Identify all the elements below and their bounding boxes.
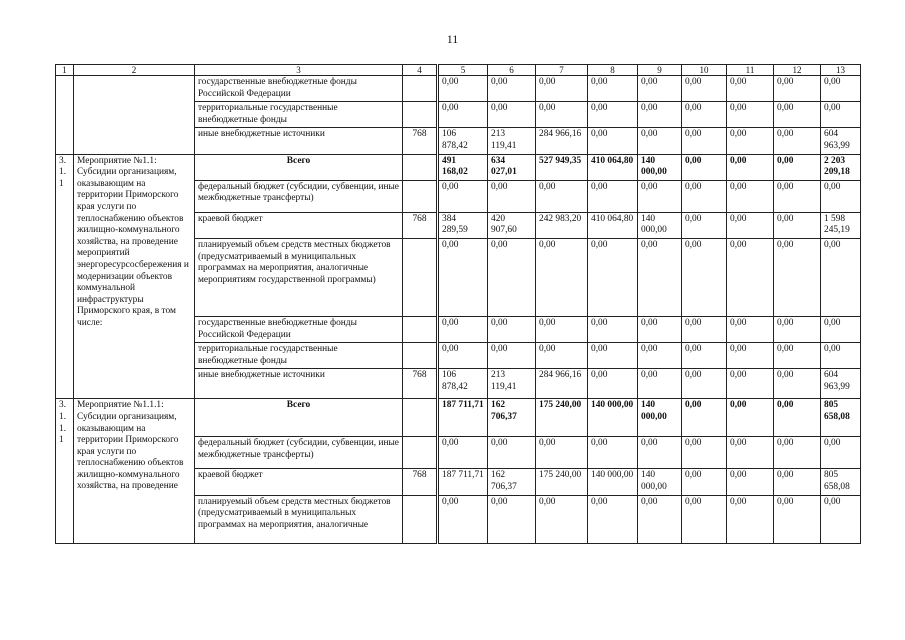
value-cell: 0,00 [588,76,638,102]
code-cell [403,238,438,316]
value-cell: 0,00 [774,469,821,495]
value-cell: 0,00 [774,495,821,543]
page-number: 11 [446,32,459,46]
value-cell: 0,00 [774,343,821,369]
header-row [56,65,861,76]
value-cell: 175 240,00 [536,469,588,495]
value-cell: 0,00 [682,212,727,238]
value-cell: 0,00 [588,238,638,316]
value-cell: 805 658,08 [821,399,861,437]
value-cell: 140 000,00 [638,212,682,238]
funding-source-cell: территориальные государственные внебюджетные фонды [195,102,403,128]
value-cell: 0,00 [638,76,682,102]
value-cell: 0,00 [588,437,638,469]
value-cell: 1 598 245,19 [821,212,861,238]
value-cell: 0,00 [727,316,774,342]
value-cell: 213 119,41 [488,128,536,154]
value-cell: 213 119,41 [488,369,536,399]
value-cell: 0,00 [682,128,727,154]
value-cell: 175 240,00 [536,399,588,437]
value-cell: 0,00 [682,238,727,316]
value-cell: 0,00 [682,469,727,495]
value-cell: 0,00 [727,102,774,128]
value-cell: 284 966,16 [536,128,588,154]
value-cell: 140 000,00 [588,399,638,437]
code-cell [403,399,438,437]
value-cell: 0,00 [727,154,774,180]
value-cell: 0,00 [536,495,588,543]
value-cell: 410 064,80 [588,154,638,180]
value-cell: 0,00 [774,102,821,128]
value-cell: 0,00 [774,369,821,399]
value-cell: 0,00 [727,343,774,369]
value-cell: 0,00 [638,343,682,369]
value-cell: 384 289,59 [438,212,488,238]
value-cell: 140 000,00 [638,469,682,495]
value-cell: 0,00 [438,102,488,128]
code-cell [403,495,438,543]
row-name-cell: Мероприятие №1.1: Субсидии организациям, оказывающим на территории Приморского края услуги по теплоснабжению объектов жилищно-коммунального хозяйства, на проведение мероприятий энергоресурсосбережения и модернизации объектов коммунальной инфраструктуры Приморского края, в том числе: [74,154,195,399]
value-cell: 106 878,42 [438,128,488,154]
value-cell: 0,00 [821,495,861,543]
value-cell: 0,00 [727,469,774,495]
funding-source-cell: Всего [195,154,403,180]
value-cell: 0,00 [488,437,536,469]
value-cell: 0,00 [536,437,588,469]
value-cell: 0,00 [638,437,682,469]
value-cell: 0,00 [821,180,861,212]
value-cell: 0,00 [774,212,821,238]
code-cell: 768 [403,369,438,399]
value-cell: 0,00 [588,343,638,369]
value-cell: 0,00 [727,212,774,238]
value-cell: 0,00 [588,180,638,212]
value-cell: 0,00 [638,238,682,316]
header-cell: 4 [403,65,438,76]
value-cell: 0,00 [536,102,588,128]
row-code-cell: 3.1.1 [56,154,74,399]
value-cell: 0,00 [488,495,536,543]
value-cell: 0,00 [727,399,774,437]
header-cell: 12 [774,65,821,76]
value-cell: 0,00 [727,180,774,212]
value-cell: 0,00 [438,76,488,102]
row-code-cell [56,76,74,155]
value-cell: 140 000,00 [588,469,638,495]
value-cell: 604 963,99 [821,128,861,154]
value-cell: 162 706,37 [488,399,536,437]
value-cell: 0,00 [682,102,727,128]
row-name-cell [74,76,195,155]
header-cell: 8 [588,65,638,76]
code-cell: 768 [403,469,438,495]
value-cell: 187 711,71 [438,469,488,495]
value-cell: 0,00 [438,343,488,369]
funding-source-cell: планируемый объем средств местных бюджетов (предусматриваемый в муниципальных программах на мероприятия, аналогичные [195,495,403,543]
value-cell: 0,00 [488,102,536,128]
value-cell: 0,00 [774,399,821,437]
value-cell: 0,00 [438,316,488,342]
value-cell: 0,00 [774,316,821,342]
value-cell: 0,00 [488,180,536,212]
value-cell: 410 064,80 [588,212,638,238]
value-cell: 0,00 [588,102,638,128]
value-cell: 162 706,37 [488,469,536,495]
table-body [56,65,861,544]
funding-source-cell: Всего [195,399,403,437]
value-cell: 284 966,16 [536,369,588,399]
value-cell: 0,00 [488,343,536,369]
funding-source-cell: планируемый объем средств местных бюджетов (предусматриваемый в муниципальных программах на мероприятия, аналогичные мероприятиям государственной программы) [195,238,403,316]
value-cell: 0,00 [682,437,727,469]
value-cell: 420 907,60 [488,212,536,238]
header-cell: 7 [536,65,588,76]
value-cell: 0,00 [682,180,727,212]
value-cell: 0,00 [588,495,638,543]
funding-source-cell: территориальные государственные внебюджетные фонды [195,343,403,369]
value-cell: 0,00 [638,102,682,128]
header-cell: 9 [638,65,682,76]
header-cell: 5 [438,65,488,76]
value-cell: 0,00 [488,76,536,102]
row-name-cell: Мероприятие №1.1.1: Субсидии организациям, оказывающим на территории Приморского края услуги по теплоснабжению объектов жилищно-коммунального хозяйства, на проведение [74,399,195,543]
value-cell: 0,00 [438,437,488,469]
value-cell: 0,00 [727,76,774,102]
value-cell: 106 878,42 [438,369,488,399]
value-cell: 0,00 [727,369,774,399]
value-cell: 140 000,00 [638,154,682,180]
value-cell: 0,00 [588,128,638,154]
code-cell [403,154,438,180]
value-cell: 0,00 [638,316,682,342]
value-cell: 634 027,01 [488,154,536,180]
funding-source-cell: иные внебюджетные источники [195,128,403,154]
code-cell [403,102,438,128]
value-cell: 0,00 [682,76,727,102]
code-cell [403,343,438,369]
value-cell: 0,00 [682,343,727,369]
value-cell: 0,00 [588,369,638,399]
value-cell: 527 949,35 [536,154,588,180]
header-cell: 2 [74,65,195,76]
value-cell: 0,00 [638,495,682,543]
value-cell: 0,00 [536,238,588,316]
value-cell: 0,00 [727,495,774,543]
value-cell: 0,00 [638,180,682,212]
table-row [56,399,861,437]
value-cell: 0,00 [682,399,727,437]
value-cell: 0,00 [536,76,588,102]
value-cell: 0,00 [682,154,727,180]
value-cell: 0,00 [727,238,774,316]
value-cell: 604 963,99 [821,369,861,399]
value-cell: 0,00 [638,369,682,399]
header-cell: 13 [821,65,861,76]
value-cell: 0,00 [438,495,488,543]
value-cell: 0,00 [588,316,638,342]
value-cell: 0,00 [682,495,727,543]
funding-source-cell: федеральный бюджет (субсидии, субвенции, иные межбюджетные трансферты) [195,180,403,212]
funding-source-cell: государственные внебюджетные фонды Российской Федерации [195,76,403,102]
funding-source-cell: государственные внебюджетные фонды Российской Федерации [195,316,403,342]
value-cell: 0,00 [774,437,821,469]
budget-table [55,64,861,544]
value-cell: 0,00 [821,437,861,469]
value-cell: 140 000,00 [638,399,682,437]
funding-source-cell: краевой бюджет [195,212,403,238]
table-row [56,76,861,102]
value-cell: 0,00 [821,238,861,316]
value-cell: 0,00 [638,128,682,154]
value-cell: 0,00 [821,76,861,102]
funding-source-cell: иные внебюджетные источники [195,369,403,399]
code-cell: 768 [403,212,438,238]
value-cell: 805 658,08 [821,469,861,495]
funding-source-cell: краевой бюджет [195,469,403,495]
value-cell: 0,00 [536,180,588,212]
value-cell: 0,00 [438,238,488,316]
value-cell: 0,00 [774,76,821,102]
value-cell: 0,00 [774,180,821,212]
code-cell [403,180,438,212]
value-cell: 0,00 [682,369,727,399]
header-cell: 1 [56,65,74,76]
value-cell: 0,00 [821,102,861,128]
header-cell: 11 [727,65,774,76]
value-cell: 0,00 [774,154,821,180]
value-cell: 0,00 [682,316,727,342]
value-cell: 242 983,20 [536,212,588,238]
value-cell: 0,00 [488,316,536,342]
value-cell: 0,00 [774,238,821,316]
code-cell [403,316,438,342]
value-cell: 187 711,71 [438,399,488,437]
value-cell: 0,00 [727,437,774,469]
code-cell [403,76,438,102]
header-cell: 6 [488,65,536,76]
code-cell: 768 [403,128,438,154]
header-cell: 10 [682,65,727,76]
value-cell: 491 168,02 [438,154,488,180]
value-cell: 0,00 [488,238,536,316]
value-cell: 0,00 [536,316,588,342]
value-cell: 0,00 [727,128,774,154]
value-cell: 0,00 [774,128,821,154]
funding-source-cell: федеральный бюджет (субсидии, субвенции, иные межбюджетные трансферты) [195,437,403,469]
row-code-cell: 3.1.1.1 [56,399,74,543]
value-cell: 0,00 [536,343,588,369]
value-cell: 0,00 [438,180,488,212]
table-row [56,154,861,180]
value-cell: 0,00 [821,316,861,342]
value-cell: 2 203 209,18 [821,154,861,180]
header-cell: 3 [195,65,403,76]
value-cell: 0,00 [821,343,861,369]
code-cell [403,437,438,469]
